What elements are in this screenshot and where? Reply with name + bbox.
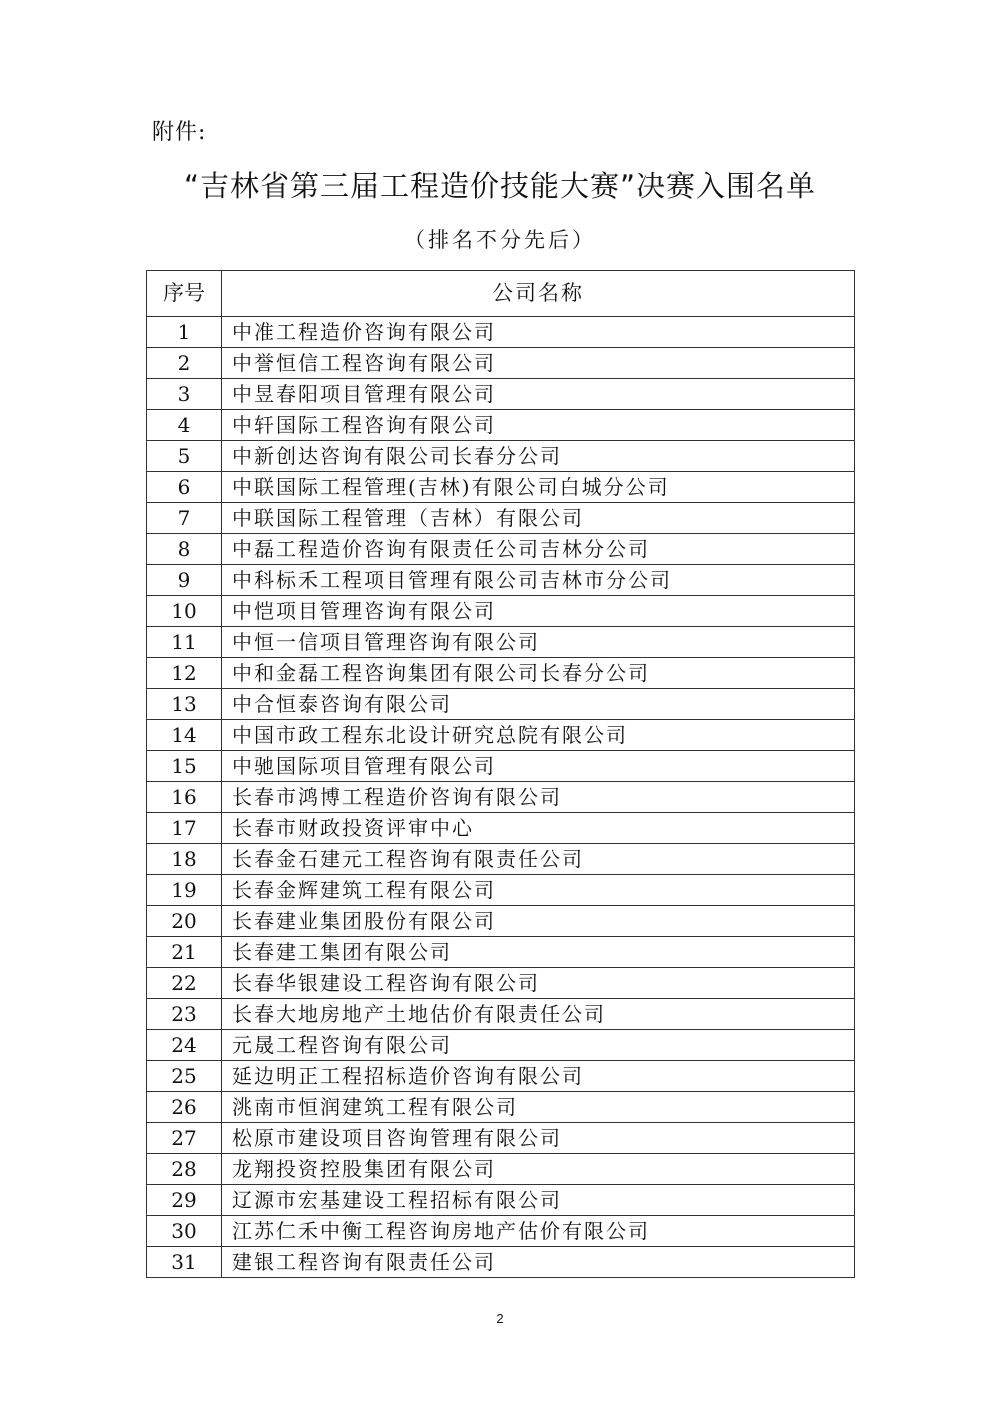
- row-serial-number: 5: [147, 441, 222, 472]
- row-serial-number: 12: [147, 658, 222, 689]
- table-row: [147, 1030, 855, 1061]
- row-company-name: 元晟工程咨询有限公司: [222, 1030, 855, 1061]
- document-title: “吉林省第三届工程造价技能大赛”决赛入围名单: [183, 169, 817, 203]
- table-body: [147, 317, 855, 1278]
- table-row: [147, 1123, 855, 1154]
- row-serial-number: 13: [147, 689, 222, 720]
- row-company-name: 延边明正工程招标造价咨询有限公司: [222, 1061, 855, 1092]
- table-row: [147, 937, 855, 968]
- row-serial-number: 10: [147, 596, 222, 627]
- row-serial-number: 2: [147, 348, 222, 379]
- row-company-name: 中准工程造价咨询有限公司: [222, 317, 855, 348]
- table-row: [147, 751, 855, 782]
- table-row: [147, 503, 855, 534]
- row-serial-number: 19: [147, 875, 222, 906]
- row-company-name: 中誉恒信工程咨询有限公司: [222, 348, 855, 379]
- row-serial-number: 3: [147, 379, 222, 410]
- row-serial-number: 27: [147, 1123, 222, 1154]
- row-company-name: 中新创达咨询有限公司长春分公司: [222, 441, 855, 472]
- row-serial-number: 31: [147, 1247, 222, 1278]
- table-row: [147, 906, 855, 937]
- table-row: [147, 968, 855, 999]
- row-serial-number: 4: [147, 410, 222, 441]
- table-row: [147, 379, 855, 410]
- row-serial-number: 18: [147, 844, 222, 875]
- row-company-name: 长春大地房地产土地估价有限责任公司: [222, 999, 855, 1030]
- row-company-name: 长春建业集团股份有限公司: [222, 906, 855, 937]
- row-serial-number: 17: [147, 813, 222, 844]
- row-company-name: 洮南市恒润建筑工程有限公司: [222, 1092, 855, 1123]
- row-serial-number: 24: [147, 1030, 222, 1061]
- row-company-name: 江苏仁禾中衡工程咨询房地产估价有限公司: [222, 1216, 855, 1247]
- row-company-name: 建银工程咨询有限责任公司: [222, 1247, 855, 1278]
- row-company-name: 中国市政工程东北设计研究总院有限公司: [222, 720, 855, 751]
- row-company-name: 中联国际工程管理(吉林)有限公司白城分公司: [222, 472, 855, 503]
- row-serial-number: 11: [147, 627, 222, 658]
- row-company-name: 中联国际工程管理（吉林）有限公司: [222, 503, 855, 534]
- table-row: [147, 472, 855, 503]
- table-row: [147, 1216, 855, 1247]
- table-row: [147, 627, 855, 658]
- table-row: [147, 348, 855, 379]
- row-company-name: 中磊工程造价咨询有限责任公司吉林分公司: [222, 534, 855, 565]
- row-serial-number: 21: [147, 937, 222, 968]
- table-row: [147, 875, 855, 906]
- table-row: [147, 1185, 855, 1216]
- row-company-name: 中昱春阳项目管理有限公司: [222, 379, 855, 410]
- table-row: [147, 410, 855, 441]
- row-company-name: 长春市财政投资评审中心: [222, 813, 855, 844]
- table-row: [147, 844, 855, 875]
- row-serial-number: 6: [147, 472, 222, 503]
- row-serial-number: 14: [147, 720, 222, 751]
- row-company-name: 中合恒泰咨询有限公司: [222, 689, 855, 720]
- table-row: [147, 782, 855, 813]
- attachment-label: 附件:: [152, 120, 207, 145]
- table-row: [147, 317, 855, 348]
- row-company-name: 中恺项目管理咨询有限公司: [222, 596, 855, 627]
- row-company-name: 松原市建设项目咨询管理有限公司: [222, 1123, 855, 1154]
- row-company-name: 长春市鸿博工程造价咨询有限公司: [222, 782, 855, 813]
- table-row: [147, 565, 855, 596]
- table-row: [147, 813, 855, 844]
- table-row: [147, 720, 855, 751]
- row-company-name: 中驰国际项目管理有限公司: [222, 751, 855, 782]
- row-company-name: 长春金石建元工程咨询有限责任公司: [222, 844, 855, 875]
- document-subtitle: （排名不分先后）: [404, 228, 596, 252]
- row-serial-number: 25: [147, 1061, 222, 1092]
- row-serial-number: 26: [147, 1092, 222, 1123]
- row-company-name: 龙翔投资控股集团有限公司: [222, 1154, 855, 1185]
- table-row: [147, 596, 855, 627]
- row-serial-number: 29: [147, 1185, 222, 1216]
- row-serial-number: 1: [147, 317, 222, 348]
- row-company-name: 长春建工集团有限公司: [222, 937, 855, 968]
- row-serial-number: 30: [147, 1216, 222, 1247]
- row-serial-number: 8: [147, 534, 222, 565]
- row-serial-number: 22: [147, 968, 222, 999]
- finalist-table: [146, 270, 855, 1278]
- table-row: [147, 1092, 855, 1123]
- row-serial-number: 16: [147, 782, 222, 813]
- row-company-name: 中和金磊工程咨询集团有限公司长春分公司: [222, 658, 855, 689]
- header-serial-number: 序号: [147, 271, 222, 317]
- header-company-name: 公司名称: [222, 271, 855, 317]
- table-row: [147, 1061, 855, 1092]
- table-row: [147, 534, 855, 565]
- row-company-name: 长春华银建设工程咨询有限公司: [222, 968, 855, 999]
- row-serial-number: 20: [147, 906, 222, 937]
- row-serial-number: 15: [147, 751, 222, 782]
- table-row: [147, 441, 855, 472]
- row-serial-number: 9: [147, 565, 222, 596]
- table-row: [147, 658, 855, 689]
- row-serial-number: 28: [147, 1154, 222, 1185]
- table-row: [147, 1247, 855, 1278]
- row-company-name: 长春金辉建筑工程有限公司: [222, 875, 855, 906]
- row-company-name: 辽源市宏基建设工程招标有限公司: [222, 1185, 855, 1216]
- row-serial-number: 23: [147, 999, 222, 1030]
- row-serial-number: 7: [147, 503, 222, 534]
- row-company-name: 中科标禾工程项目管理有限公司吉林市分公司: [222, 565, 855, 596]
- table-row: [147, 1154, 855, 1185]
- row-company-name: 中恒一信项目管理咨询有限公司: [222, 627, 855, 658]
- table-row: [147, 689, 855, 720]
- table-header-row: [147, 271, 855, 317]
- page-number: 2: [496, 1311, 504, 1326]
- row-company-name: 中轩国际工程咨询有限公司: [222, 410, 855, 441]
- table-row: [147, 999, 855, 1030]
